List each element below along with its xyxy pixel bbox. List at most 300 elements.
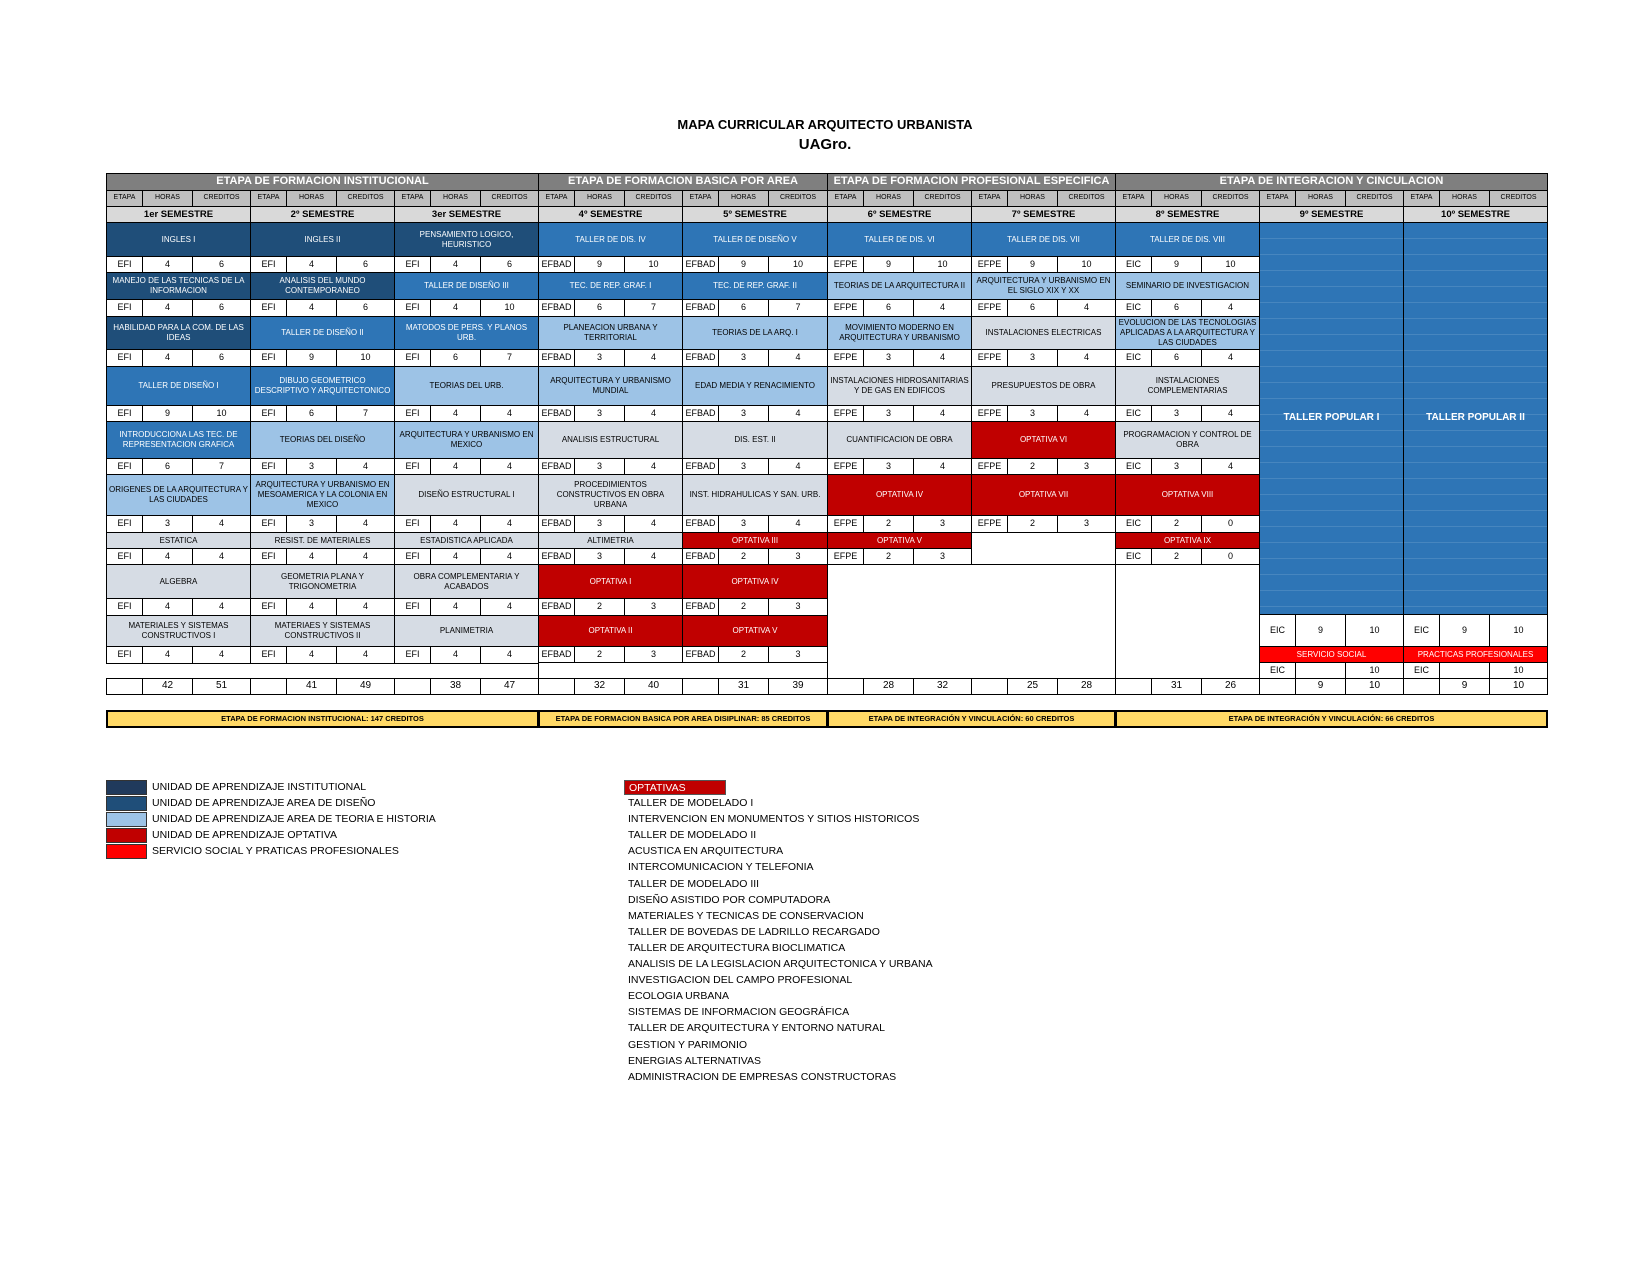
horas-cell: 9 xyxy=(574,256,625,273)
semester-header: 2º SEMESTRE xyxy=(250,206,395,223)
etapa-cell: EFI xyxy=(106,458,143,475)
total-blank-cell xyxy=(106,678,143,695)
total-horas-cell: 9 xyxy=(1295,678,1346,695)
column-header-horas: HORAS xyxy=(1295,190,1346,207)
horas-cell: 4 xyxy=(430,515,481,533)
course-cell: PRESUPUESTOS DE OBRA xyxy=(971,366,1116,406)
creditos-cell: 4 xyxy=(1201,405,1260,422)
horas-cell: 3 xyxy=(1007,405,1058,422)
creditos-cell: 10 xyxy=(1489,614,1548,647)
etapa-cell: EFPE xyxy=(827,405,864,422)
horas-cell: 4 xyxy=(286,598,337,616)
column-header-creditos: CREDITOS xyxy=(1345,190,1404,207)
horas-cell: 9 xyxy=(863,256,914,273)
etapa-cell: EFI xyxy=(106,405,143,422)
horas-cell: 6 xyxy=(863,299,914,317)
total-creditos-cell: 26 xyxy=(1201,678,1260,695)
creditos-cell: 3 xyxy=(913,515,972,533)
creditos-cell: 4 xyxy=(1201,299,1260,317)
horas-cell: 2 xyxy=(718,548,769,565)
horas-cell: 6 xyxy=(1007,299,1058,317)
creditos-cell: 10 xyxy=(768,256,828,273)
legend-label: SERVICIO SOCIAL Y PRATICAS PROFESIONALES xyxy=(152,845,399,857)
etapa-cell: EFI xyxy=(394,548,431,565)
horas-cell: 2 xyxy=(1007,458,1058,475)
course-cell: OPTATIVA IV xyxy=(682,564,828,599)
course-cell: INSTALACIONES COMPLEMENTARIAS xyxy=(1115,366,1260,406)
column-header-horas: HORAS xyxy=(1151,190,1202,207)
optativa-item: TALLER DE MODELADO I xyxy=(628,797,754,809)
creditos-cell: 4 xyxy=(1057,405,1116,422)
course-cell: TEC. DE REP. GRAF. II xyxy=(682,272,828,300)
creditos-cell: 10 xyxy=(336,349,395,367)
course-cell: OPTATIVA V xyxy=(827,532,972,549)
etapa-cell: EFPE xyxy=(971,299,1008,317)
horas-cell: 4 xyxy=(430,458,481,475)
legend-swatch xyxy=(106,844,147,859)
creditos-cell: 4 xyxy=(913,405,972,422)
horas-cell: 4 xyxy=(430,256,481,273)
course-cell: PROGRAMACION Y CONTROL DE OBRA xyxy=(1115,421,1260,459)
stage-credit-bar: ETAPA DE FORMACION INSTITUCIONAL: 147 CREDITOS xyxy=(106,710,539,728)
horas-cell: 4 xyxy=(142,256,193,273)
course-cell: ANALISIS DEL MUNDO CONTEMPORANEO xyxy=(250,272,395,300)
course-cell: TEORIAS DEL DISEÑO xyxy=(250,421,395,459)
creditos-cell: 7 xyxy=(480,349,539,367)
etapa-cell: EFBAD xyxy=(682,598,719,616)
creditos-cell: 4 xyxy=(913,349,972,367)
course-cell: MANEJO DE LAS TECNICAS DE LA INFORMACION xyxy=(106,272,251,300)
legend-label: UNIDAD DE APRENDIZAJE AREA DE TEORIA E HISTORIA xyxy=(152,813,436,825)
column-header-etapa: ETAPA xyxy=(827,190,864,207)
legend-item xyxy=(106,844,436,860)
course-cell: RESIST. DE MATERIALES xyxy=(250,532,395,549)
course-cell: DIBUJO GEOMETRICO DESCRIPTIVO Y ARQUITECTONICO xyxy=(250,366,395,406)
column-header-creditos: CREDITOS xyxy=(192,190,251,207)
course-cell: CUANTIFICACION DE OBRA xyxy=(827,421,972,459)
optativa-item: TALLER DE ARQUITECTURA BIOCLIMATICA xyxy=(628,941,846,954)
horas-cell: 2 xyxy=(863,548,914,565)
legend-item xyxy=(106,812,436,828)
creditos-cell: 4 xyxy=(624,349,683,367)
creditos-cell: 3 xyxy=(768,548,828,565)
creditos-cell: 6 xyxy=(192,349,251,367)
course-cell: OPTATIVA II xyxy=(538,615,683,647)
etapa-cell: EFI xyxy=(394,646,431,664)
etapa-cell: EIC xyxy=(1115,349,1152,367)
creditos-cell: 6 xyxy=(336,299,395,317)
semester-header: 4º SEMESTRE xyxy=(538,206,683,223)
creditos-cell: 3 xyxy=(1057,458,1116,475)
column-header-creditos: CREDITOS xyxy=(1489,190,1548,207)
course-cell: TALLER DE DIS. VIII xyxy=(1115,222,1260,257)
total-horas-cell: 28 xyxy=(863,678,914,695)
etapa-cell: EFPE xyxy=(971,458,1008,475)
total-blank-cell xyxy=(250,678,287,695)
optativa-item: SISTEMAS DE INFORMACION GEOGRÁFICA xyxy=(628,1006,850,1019)
legend-item xyxy=(106,780,436,796)
column-header-horas: HORAS xyxy=(718,190,769,207)
course-cell: OPTATIVA VIII xyxy=(1115,474,1260,516)
horas-cell: 4 xyxy=(142,598,193,616)
empty-area xyxy=(538,662,828,679)
etapa-cell: EFBAD xyxy=(538,646,575,664)
etapa-cell: EFI xyxy=(394,458,431,475)
etapa-cell: EFBAD xyxy=(682,646,719,664)
course-cell: TALLER DE DISEÑO II xyxy=(250,316,395,350)
course-cell: OPTATIVA V xyxy=(682,615,828,647)
creditos-cell: 10 xyxy=(1489,662,1548,679)
creditos-cell: 3 xyxy=(1057,515,1116,533)
creditos-cell: 3 xyxy=(624,598,683,616)
horas-cell: 4 xyxy=(142,349,193,367)
total-blank-cell xyxy=(538,678,575,695)
etapa-cell: EFBAD xyxy=(538,405,575,422)
course-cell: TEC. DE REP. GRAF. I xyxy=(538,272,683,300)
course-cell: ESTATICA xyxy=(106,532,251,549)
optativa-item: TALLER DE MODELADO III xyxy=(628,877,760,890)
course-cell: MATERIALES Y SISTEMAS CONSTRUCTIVOS I xyxy=(106,615,251,647)
course-cell: TALLER DE DIS. VI xyxy=(827,222,972,257)
horas-cell: 2 xyxy=(1151,515,1202,533)
course-cell: INGLES I xyxy=(106,222,251,257)
course-cell: ORIGENES DE LA ARQUITECTURA Y LAS CIUDADES xyxy=(106,474,251,516)
creditos-cell: 4 xyxy=(480,646,539,664)
etapa-cell: EFPE xyxy=(827,299,864,317)
creditos-cell: 4 xyxy=(480,515,539,533)
creditos-cell: 4 xyxy=(1057,349,1116,367)
course-cell: MATODOS DE PERS. Y PLANOS URB. xyxy=(394,316,539,350)
etapa-cell: EFI xyxy=(250,646,287,664)
course-cell: PLANEACION URBANA Y TERRITORIAL xyxy=(538,316,683,350)
horas-cell: 6 xyxy=(1151,349,1202,367)
creditos-cell: 4 xyxy=(480,458,539,475)
total-creditos-cell: 32 xyxy=(913,678,972,695)
horas-cell: 2 xyxy=(1151,548,1202,565)
total-horas-cell: 31 xyxy=(718,678,769,695)
stage-header: ETAPA DE FORMACION BASICA POR AREA xyxy=(538,173,828,191)
optativas-header: OPTATIVAS xyxy=(624,780,726,795)
legend-swatch xyxy=(106,828,147,843)
page-title: MAPA CURRICULAR ARQUITECTO URBANISTA xyxy=(677,117,973,132)
course-cell: OPTATIVA III xyxy=(682,532,828,549)
creditos-cell: 4 xyxy=(913,458,972,475)
horas-cell: 3 xyxy=(574,405,625,422)
horas-cell: 3 xyxy=(1007,349,1058,367)
horas-cell: 3 xyxy=(718,515,769,533)
semester-header: 5º SEMESTRE xyxy=(682,206,828,223)
etapa-cell: EIC xyxy=(1115,548,1152,565)
creditos-cell: 7 xyxy=(192,458,251,475)
horas-cell: 6 xyxy=(286,405,337,422)
etapa-cell: EFBAD xyxy=(682,299,719,317)
optativa-item: INVESTIGACION DEL CAMPO PROFESIONAL xyxy=(628,974,853,987)
etapa-cell: EFPE xyxy=(971,349,1008,367)
creditos-cell: 0 xyxy=(1201,515,1260,533)
optativa-item: ANALISIS DE LA LEGISLACION ARQUITECTONICA Y URBANA xyxy=(628,958,933,970)
horas-cell: 3 xyxy=(286,458,337,475)
total-creditos-cell: 39 xyxy=(768,678,828,695)
etapa-cell: EFPE xyxy=(827,256,864,273)
total-blank-cell xyxy=(1403,678,1440,695)
column-header-creditos: CREDITOS xyxy=(480,190,539,207)
horas-cell: 3 xyxy=(574,349,625,367)
creditos-cell: 6 xyxy=(192,256,251,273)
etapa-cell: EFI xyxy=(250,515,287,533)
creditos-cell: 10 xyxy=(480,299,539,317)
horas-cell: 9 xyxy=(1007,256,1058,273)
horas-cell: 9 xyxy=(1439,614,1490,647)
horas-cell: 6 xyxy=(430,349,481,367)
course-cell: ALGEBRA xyxy=(106,564,251,599)
optativa-item: GESTION Y PARIMONIO xyxy=(628,1038,748,1051)
course-cell: OBRA COMPLEMENTARIA Y ACABADOS xyxy=(394,564,539,599)
course-cell: INST. HIDRAHULICAS Y SAN. URB. xyxy=(682,474,828,516)
total-blank-cell xyxy=(682,678,719,695)
column-header-horas: HORAS xyxy=(286,190,337,207)
horas-cell: 9 xyxy=(286,349,337,367)
optativa-item: INTERCOMUNICACION Y TELEFONIA xyxy=(628,861,814,874)
course-cell: OPTATIVA I xyxy=(538,564,683,599)
etapa-cell: EFI xyxy=(106,349,143,367)
horas-cell: 2 xyxy=(718,598,769,616)
horas-cell: 4 xyxy=(286,646,337,664)
etapa-cell: EFPE xyxy=(827,548,864,565)
creditos-cell: 4 xyxy=(768,349,828,367)
etapa-cell: EFI xyxy=(106,598,143,616)
empty-area xyxy=(971,532,1116,565)
horas-cell: 3 xyxy=(863,405,914,422)
legend-swatch xyxy=(106,780,147,795)
horas-cell: 4 xyxy=(286,256,337,273)
column-header-horas: HORAS xyxy=(863,190,914,207)
column-header-horas: HORAS xyxy=(142,190,193,207)
creditos-cell: 4 xyxy=(913,299,972,317)
column-header-horas: HORAS xyxy=(1007,190,1058,207)
column-header-etapa: ETAPA xyxy=(250,190,287,207)
optativa-item: DISEÑO ASISTIDO POR COMPUTADORA xyxy=(628,893,831,906)
creditos-cell: 6 xyxy=(192,299,251,317)
etapa-cell: EFI xyxy=(394,598,431,616)
legend-label: UNIDAD DE APRENDIZAJE INSTITUTIONAL xyxy=(152,781,367,793)
total-horas-cell: 31 xyxy=(1151,678,1202,695)
course-cell: PENSAMIENTO LOGICO, HEURISTICO xyxy=(394,222,539,257)
horas-cell: 2 xyxy=(574,598,625,616)
horas-cell: 2 xyxy=(718,646,769,664)
course-cell: GEOMETRIA PLANA Y TRIGONOMETRIA xyxy=(250,564,395,599)
stage-header: ETAPA DE FORMACION PROFESIONAL ESPECIFICA xyxy=(827,173,1116,191)
course-cell: INTRODUCCIONA LAS TEC. DE REPRESENTACION GRAFICA xyxy=(106,421,251,459)
etapa-cell: EFBAD xyxy=(538,458,575,475)
creditos-cell: 4 xyxy=(768,405,828,422)
page-subtitle: UAGro. xyxy=(798,136,852,153)
horas-cell: 9 xyxy=(1151,256,1202,273)
total-horas-cell: 42 xyxy=(142,678,193,695)
stage-credit-bar: ETAPA DE INTEGRACIÓN Y VINCULACIÓN: 60 CREDITOS xyxy=(827,710,1116,728)
creditos-cell: 4 xyxy=(192,646,251,664)
total-horas-cell: 41 xyxy=(286,678,337,695)
horas-cell: 9 xyxy=(718,256,769,273)
creditos-cell: 4 xyxy=(480,598,539,616)
course-cell: TALLER DE DIS. IV xyxy=(538,222,683,257)
horas-cell: 4 xyxy=(286,548,337,565)
etapa-cell: EFI xyxy=(250,548,287,565)
etapa-cell: EIC xyxy=(1403,662,1440,679)
etapa-cell: EFI xyxy=(394,515,431,533)
horas-cell: 9 xyxy=(142,405,193,422)
horas-cell: 4 xyxy=(430,405,481,422)
course-cell: ARQUITECTURA Y URBANISMO EN EL SIGLO XIX Y XX xyxy=(971,272,1116,300)
course-cell: ARQUITECTURA Y URBANISMO EN MEXICO xyxy=(394,421,539,459)
creditos-cell: 4 xyxy=(480,405,539,422)
total-horas-cell: 9 xyxy=(1439,678,1490,695)
course-cell: ARQUITECTURA Y URBANISMO MUNDIAL xyxy=(538,366,683,406)
total-creditos-cell: 10 xyxy=(1489,678,1548,695)
creditos-cell: 7 xyxy=(624,299,683,317)
horas-cell: 2 xyxy=(1007,515,1058,533)
horas-cell: 6 xyxy=(574,299,625,317)
horas-cell: 4 xyxy=(430,598,481,616)
etapa-cell: EFI xyxy=(250,256,287,273)
etapa-cell: EFBAD xyxy=(682,515,719,533)
creditos-cell: 10 xyxy=(1345,662,1404,679)
column-header-horas: HORAS xyxy=(1439,190,1490,207)
column-header-creditos: CREDITOS xyxy=(913,190,972,207)
etapa-cell: EFPE xyxy=(971,256,1008,273)
horas-cell: 3 xyxy=(574,458,625,475)
etapa-cell: EFI xyxy=(106,256,143,273)
legend-item xyxy=(106,828,436,844)
column-header-creditos: CREDITOS xyxy=(768,190,828,207)
horas-cell: 3 xyxy=(718,349,769,367)
creditos-cell: 4 xyxy=(1057,299,1116,317)
empty-area xyxy=(1115,564,1260,679)
etapa-cell: EFBAD xyxy=(538,349,575,367)
course-cell: OPTATIVA IX xyxy=(1115,532,1260,549)
creditos-cell: 3 xyxy=(768,646,828,664)
creditos-cell: 4 xyxy=(192,598,251,616)
etapa-cell: EFBAD xyxy=(682,349,719,367)
etapa-cell: EFI xyxy=(250,598,287,616)
creditos-cell: 6 xyxy=(480,256,539,273)
etapa-cell: EFBAD xyxy=(538,515,575,533)
creditos-cell: 4 xyxy=(624,458,683,475)
etapa-cell: EFBAD xyxy=(682,458,719,475)
course-cell: ANALISIS ESTRUCTURAL xyxy=(538,421,683,459)
etapa-cell: EFI xyxy=(394,405,431,422)
etapa-cell: EFPE xyxy=(971,515,1008,533)
horas-cell: 3 xyxy=(1151,458,1202,475)
etapa-cell: EFI xyxy=(250,349,287,367)
creditos-cell: 7 xyxy=(768,299,828,317)
course-cell: ESTADISTICA APLICADA xyxy=(394,532,539,549)
horas-cell: 2 xyxy=(574,646,625,664)
course-cell: TALLER DE DISEÑO V xyxy=(682,222,828,257)
creditos-cell: 4 xyxy=(192,548,251,565)
etapa-cell: EFPE xyxy=(827,349,864,367)
etapa-cell: EFBAD xyxy=(538,548,575,565)
semester-header: 6º SEMESTRE xyxy=(827,206,972,223)
total-creditos-cell: 28 xyxy=(1057,678,1116,695)
optativa-item: TALLER DE BOVEDAS DE LADRILLO RECARGADO xyxy=(628,925,880,938)
stage-header: ETAPA DE INTEGRACION Y CINCULACION xyxy=(1115,173,1548,191)
creditos-cell: 4 xyxy=(480,548,539,565)
course-cell: TEORIAS DE LA ARQ. I xyxy=(682,316,828,350)
course-cell: INGLES II xyxy=(250,222,395,257)
course-cell: TALLER DE DIS. VII xyxy=(971,222,1116,257)
horas-cell: 4 xyxy=(142,646,193,664)
legend-label: UNIDAD DE APRENDIZAJE AREA DE DISEÑO xyxy=(152,797,376,809)
etapa-cell: EIC xyxy=(1115,299,1152,317)
optativa-item: ECOLOGIA URBANA xyxy=(628,990,729,1003)
etapa-cell: EFI xyxy=(106,646,143,664)
column-header-horas: HORAS xyxy=(574,190,625,207)
column-header-creditos: CREDITOS xyxy=(1201,190,1260,207)
legend-label: UNIDAD DE APRENDIZAJE OPTATIVA xyxy=(152,829,337,841)
horas-cell: 4 xyxy=(430,548,481,565)
horas-cell: 3 xyxy=(718,405,769,422)
legend-swatch xyxy=(106,812,147,827)
course-cell: TALLER DE DISEÑO III xyxy=(394,272,539,300)
horas-cell: 2 xyxy=(863,515,914,533)
horas-cell: 6 xyxy=(1151,299,1202,317)
etapa-cell: EFI xyxy=(106,299,143,317)
horas-cell: 4 xyxy=(286,299,337,317)
etapa-cell: EFI xyxy=(106,515,143,533)
horas-cell: 4 xyxy=(430,646,481,664)
creditos-cell: 0 xyxy=(1201,548,1260,565)
creditos-cell: 4 xyxy=(624,515,683,533)
etapa-cell: EFPE xyxy=(971,405,1008,422)
etapa-cell: EFBAD xyxy=(538,256,575,273)
course-cell: HABILIDAD PARA LA COM. DE LAS IDEAS xyxy=(106,316,251,350)
creditos-cell: 6 xyxy=(336,256,395,273)
etapa-cell: EFI xyxy=(250,458,287,475)
etapa-cell: EFBAD xyxy=(682,405,719,422)
creditos-cell: 4 xyxy=(624,405,683,422)
course-cell: MATERIAES Y SISTEMAS CONSTRUCTIVOS II xyxy=(250,615,395,647)
horas-cell: 3 xyxy=(863,458,914,475)
semester-header: 10º SEMESTRE xyxy=(1403,206,1548,223)
etapa-cell: EIC xyxy=(1403,614,1440,647)
course-cell: SEMINARIO DE INVESTIGACION xyxy=(1115,272,1260,300)
optativa-item: TALLER DE MODELADO II xyxy=(628,829,757,842)
horas-cell: 6 xyxy=(718,299,769,317)
total-creditos-cell: 10 xyxy=(1345,678,1404,695)
course-cell: INSTALACIONES ELECTRICAS xyxy=(971,316,1116,350)
horas-cell xyxy=(1295,662,1346,679)
creditos-cell: 10 xyxy=(1057,256,1116,273)
horas-cell: 4 xyxy=(142,548,193,565)
stage-header: ETAPA DE FORMACION INSTITUCIONAL xyxy=(106,173,539,191)
stage-credit-bar: ETAPA DE FORMACION BASICA POR AREA DISIPLINAR: 85 CREDITOS xyxy=(538,710,828,728)
creditos-cell: 10 xyxy=(192,405,251,422)
total-blank-cell xyxy=(827,678,864,695)
creditos-cell: 4 xyxy=(1201,458,1260,475)
creditos-cell: 4 xyxy=(768,458,828,475)
etapa-cell: EFPE xyxy=(827,515,864,533)
optativa-item: ADMINISTRACION DE EMPRESAS CONSTRUCTORAS xyxy=(628,1070,897,1083)
legend-item xyxy=(106,796,436,812)
creditos-cell: 4 xyxy=(192,515,251,533)
course-cell: OPTATIVA VI xyxy=(971,421,1116,459)
column-header-etapa: ETAPA xyxy=(106,190,143,207)
course-cell: TEORIAS DE LA ARQUITECTURA II xyxy=(827,272,972,300)
course-cell: TEORIAS DEL URB. xyxy=(394,366,539,406)
creditos-cell: 10 xyxy=(1201,256,1260,273)
optativa-item: TALLER DE ARQUITECTURA Y ENTORNO NATURAL xyxy=(628,1022,885,1035)
legend-swatch xyxy=(106,796,147,811)
